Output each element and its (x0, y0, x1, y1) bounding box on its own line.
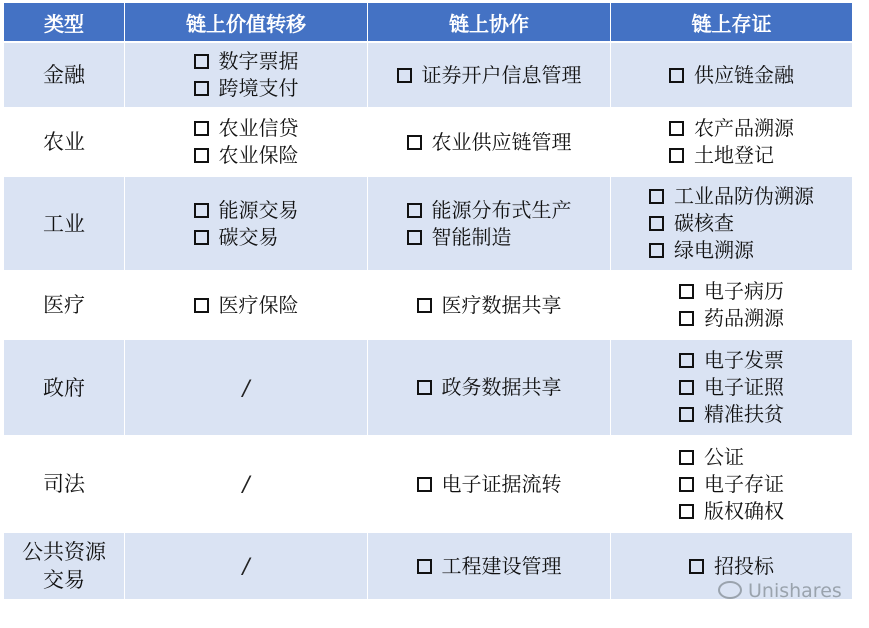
item-list (407, 129, 572, 156)
item-label: 药品溯源 (704, 306, 784, 330)
collaboration-cell (368, 109, 611, 177)
checkbox-square-icon (679, 477, 694, 492)
list-item (194, 142, 299, 169)
value-transfer-cell (125, 340, 368, 437)
checkbox-square-icon (679, 450, 694, 465)
type-cell: 工业 (4, 177, 125, 272)
item-list (417, 553, 562, 580)
header-value-transfer: 链上价值转移 (125, 3, 368, 43)
list-item (417, 374, 562, 401)
value-transfer-cell (125, 272, 368, 340)
table-body (4, 43, 853, 601)
empty-marker: / (242, 554, 250, 578)
list-item (679, 401, 784, 428)
item-list (194, 197, 299, 251)
checkbox-square-icon (679, 380, 694, 395)
item-label: 绿电溯源 (674, 238, 754, 262)
checkbox-square-icon (417, 559, 432, 574)
value-transfer-cell (125, 177, 368, 272)
table-row (4, 109, 853, 177)
item-label: 智能制造 (431, 224, 512, 249)
empty-marker: / (242, 375, 250, 400)
checkbox-square-icon (194, 81, 209, 96)
item-list (679, 444, 784, 525)
list-item (194, 75, 299, 102)
type-cell: 公共资源 交易 (4, 533, 125, 601)
item-list (669, 62, 794, 89)
checkbox-square-icon (669, 68, 684, 83)
list-item (407, 224, 572, 251)
checkbox-square-icon (194, 203, 209, 218)
list-item (417, 553, 562, 580)
checkbox-square-icon (669, 121, 684, 136)
item-list (194, 115, 299, 169)
item-label: 公证 (704, 444, 744, 469)
header-evidence: 链上存证 (611, 3, 853, 43)
item-label: 农业供应链管理 (431, 129, 572, 154)
checkbox-square-icon (417, 298, 432, 313)
collaboration-cell (368, 43, 611, 109)
list-item (679, 498, 784, 525)
evidence-cell (611, 437, 853, 533)
checkbox-square-icon (649, 189, 664, 204)
evidence-cell (611, 177, 853, 272)
list-item (407, 129, 572, 156)
header-type: 类型 (4, 3, 125, 43)
header-collaboration: 链上协作 (368, 3, 611, 43)
type-cell: 政府 (4, 340, 125, 437)
item-label: 供应链金融 (694, 62, 794, 87)
item-label: 医疗保险 (218, 292, 299, 317)
item-label: 碳核查 (674, 211, 734, 235)
list-item (194, 48, 299, 75)
item-list (397, 62, 582, 89)
table-row (4, 177, 853, 272)
checkbox-square-icon (417, 380, 432, 395)
item-list (417, 471, 562, 498)
checkbox-square-icon (194, 298, 209, 313)
value-transfer-cell (125, 533, 368, 601)
item-label: 能源交易 (218, 197, 299, 222)
list-item (679, 347, 784, 374)
checkbox-square-icon (397, 68, 412, 83)
list-item (679, 305, 784, 332)
item-list (407, 197, 572, 251)
value-transfer-cell (125, 43, 368, 109)
checkbox-square-icon (679, 407, 694, 422)
watermark (718, 580, 842, 602)
table-row (4, 272, 853, 340)
type-cell: 金融 (4, 43, 125, 109)
item-list (649, 183, 814, 264)
item-list (194, 48, 299, 102)
evidence-cell (611, 109, 853, 177)
item-label: 能源分布式生产 (431, 197, 572, 222)
checkbox-square-icon (689, 559, 704, 574)
checkbox-square-icon (194, 121, 209, 136)
type-cell: 医疗 (4, 272, 125, 340)
list-item (194, 115, 299, 142)
collaboration-cell (368, 177, 611, 272)
table-row (4, 340, 853, 437)
list-item (679, 444, 784, 471)
list-item (689, 553, 774, 580)
blockchain-application-table (4, 3, 853, 601)
list-item (194, 197, 299, 224)
list-item (649, 183, 814, 210)
item-label: 农产品溯源 (694, 116, 794, 140)
list-item (397, 62, 582, 89)
list-item (407, 197, 572, 224)
item-label: 土地登记 (694, 143, 774, 167)
watermark-text: Unishares (748, 580, 842, 602)
checkbox-square-icon (679, 504, 694, 519)
item-list (417, 292, 562, 319)
item-label: 招投标 (714, 553, 774, 578)
header-row (4, 3, 853, 43)
checkbox-square-icon (407, 135, 422, 150)
item-label: 工业品防伪溯源 (674, 184, 814, 208)
evidence-cell (611, 43, 853, 109)
list-item (417, 292, 562, 319)
checkbox-square-icon (194, 148, 209, 163)
list-item (679, 471, 784, 498)
item-label: 医疗数据共享 (441, 292, 562, 317)
list-item (679, 374, 784, 401)
checkbox-square-icon (194, 230, 209, 245)
checkbox-square-icon (649, 243, 664, 258)
item-list (679, 278, 784, 332)
checkbox-square-icon (679, 353, 694, 368)
checkbox-square-icon (679, 311, 694, 326)
item-label: 工程建设管理 (441, 553, 562, 578)
collaboration-cell (368, 437, 611, 533)
table-row (4, 437, 853, 533)
item-label: 电子证照 (704, 375, 784, 399)
collaboration-cell (368, 272, 611, 340)
table-row (4, 43, 853, 109)
checkbox-square-icon (417, 477, 432, 492)
item-list (679, 347, 784, 428)
value-transfer-cell (125, 109, 368, 177)
empty-marker: / (242, 472, 250, 496)
item-label: 跨境支付 (218, 76, 299, 100)
checkbox-square-icon (194, 54, 209, 69)
evidence-cell (611, 272, 853, 340)
item-list (689, 553, 774, 580)
checkbox-square-icon (669, 148, 684, 163)
list-item (649, 237, 814, 264)
item-label: 电子发票 (704, 348, 784, 372)
item-label: 数字票据 (218, 49, 299, 73)
item-label: 农业信贷 (218, 116, 299, 140)
collaboration-cell (368, 340, 611, 437)
collaboration-cell (368, 533, 611, 601)
item-label: 版权确权 (704, 498, 784, 523)
item-label: 农业保险 (218, 143, 299, 167)
list-item (669, 115, 794, 142)
wechat-icon (718, 581, 742, 599)
item-label: 精准扶贫 (704, 402, 784, 426)
list-item (194, 292, 299, 319)
checkbox-square-icon (679, 284, 694, 299)
item-label: 政务数据共享 (441, 375, 562, 399)
type-cell: 司法 (4, 437, 125, 533)
item-label: 证券开户信息管理 (421, 62, 582, 87)
list-item (669, 62, 794, 89)
list-item (417, 471, 562, 498)
type-cell: 农业 (4, 109, 125, 177)
checkbox-square-icon (407, 203, 422, 218)
item-label: 电子存证 (704, 471, 784, 496)
item-label: 电子病历 (704, 279, 784, 303)
evidence-cell (611, 340, 853, 437)
item-label: 碳交易 (218, 224, 279, 249)
value-transfer-cell (125, 437, 368, 533)
list-item (194, 224, 299, 251)
item-label: 电子证据流转 (441, 471, 562, 496)
checkbox-square-icon (649, 216, 664, 231)
list-item (649, 210, 814, 237)
item-list (194, 292, 299, 319)
item-list (417, 374, 562, 401)
list-item (669, 142, 794, 169)
list-item (679, 278, 784, 305)
item-list (669, 115, 794, 169)
checkbox-square-icon (407, 230, 422, 245)
